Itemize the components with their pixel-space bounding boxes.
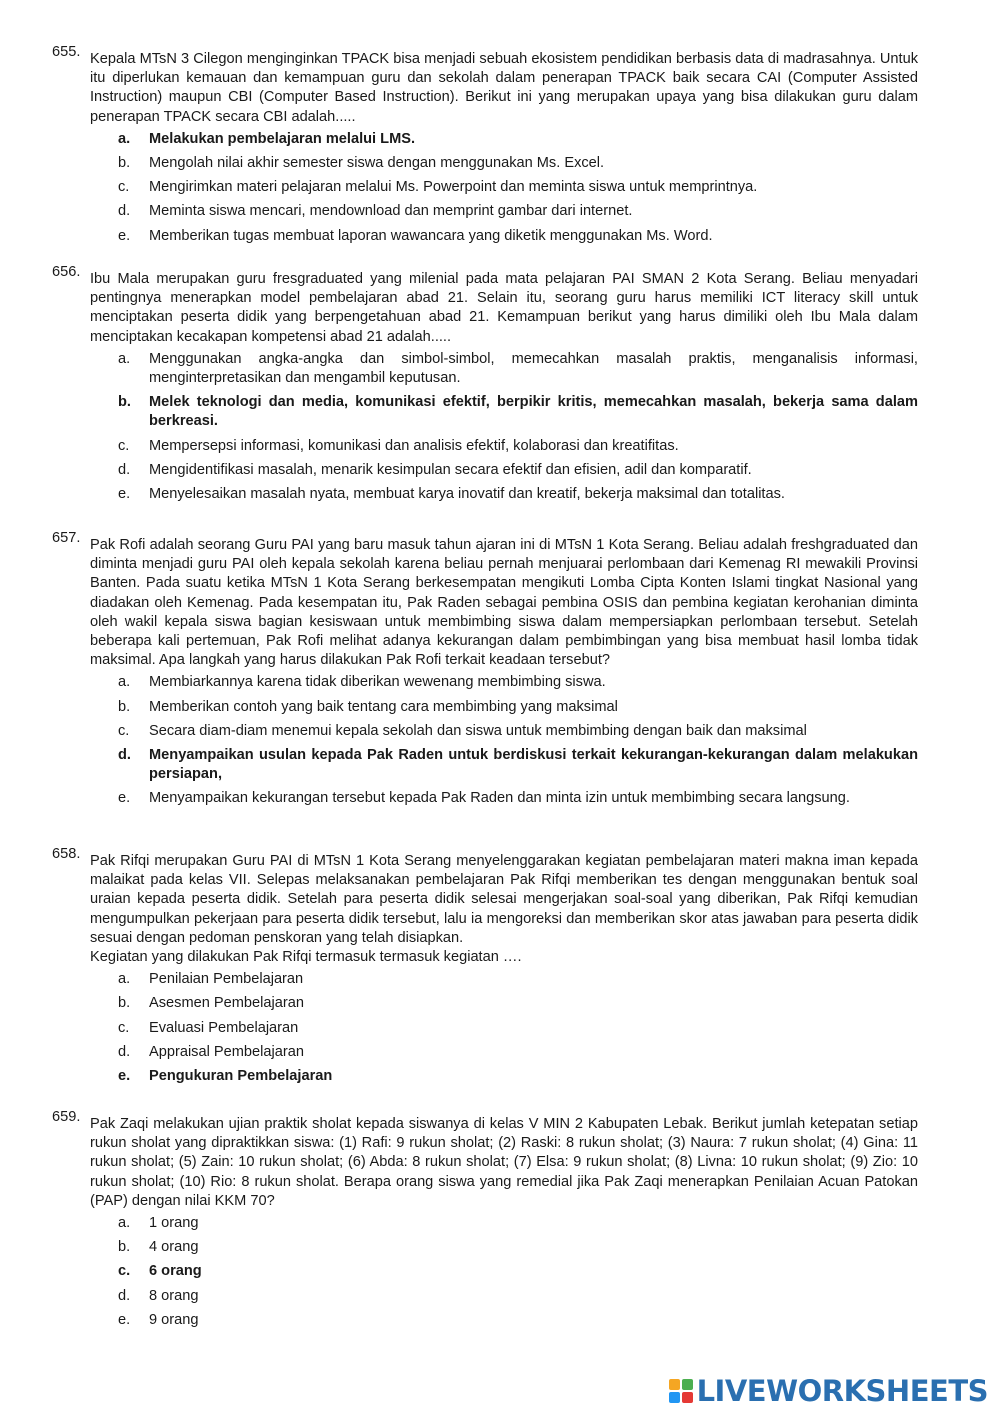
option-text: 9 orang bbox=[149, 1311, 199, 1328]
question-number: 659. bbox=[52, 1109, 81, 1125]
option-letter: e. bbox=[118, 1068, 131, 1085]
option-letter: c. bbox=[118, 179, 130, 196]
option-text: Mengirimkan materi pelajaran melalui Ms. Powerpoint dan meminta siswa untuk memprintnya. bbox=[149, 179, 758, 196]
option-letter: b. bbox=[118, 394, 131, 411]
answer-option[interactable] bbox=[118, 1262, 918, 1281]
logo-square bbox=[682, 1379, 693, 1390]
question-659 bbox=[52, 1109, 918, 1335]
option-text: Pengukuran Pembelajaran bbox=[149, 1068, 333, 1085]
answer-option[interactable] bbox=[118, 154, 918, 173]
option-letter: b. bbox=[118, 1239, 131, 1256]
option-text: Memberikan tugas membuat laporan wawancara yang diketik menggunakan Ms. Word. bbox=[149, 227, 713, 244]
option-text: Asesmen Pembelajaran bbox=[149, 995, 304, 1012]
stem-paragraph: Ibu Mala merupakan guru fresgraduated yang milenial pada mata pelajaran PAI SMAN 2 Kota Serang. Beliau menyadari pentingnya menerapkan model pembelajaran abad 21. Selain itu, seorang guru harus memiliki ICT literacy skill untuk menciptakan peserta didik yang berpengetahuan abad 21. Kemampuan berikut yang harus dimiliki oleh Ibu Mala dalam menciptakan kecakapan kompetensi abad 21 adalah..... bbox=[90, 271, 918, 345]
question-number: 655. bbox=[52, 44, 81, 60]
option-text: Menyelesaikan masalah nyata, membuat karya inovatif dan kreatif, bekerja maksimal dan totalitas. bbox=[149, 486, 785, 503]
answer-option[interactable] bbox=[118, 461, 918, 480]
logo-grid-icon bbox=[669, 1379, 693, 1403]
stem-paragraph: Pak Rofi adalah seorang Guru PAI yang baru masuk tahun ajaran ini di MTsN 1 Kota Serang. Beliau adalah freshgraduated dan diminta menjadi guru PAI oleh kepala sekolah karena beliau pernah menjuarai perlombaan dari Kemenag RI mewakili Provinsi Banten. Pada suatu ketika MTsN 1 Kota Serang berkesempatan mengikuti Lomba Cipta Konten Islami tingkat Nasional yang diadakan oleh Kemenag. Pada kesempatan itu, Pak Raden sebagai pembina OSIS dan pembina kegiatan kerohanian diminta oleh wakil kepala siswa bagian kesiswaan untuk membimbing siswa dalam mempersiapkan perlombaan tersebut. Setelah beberapa kali pertemuan, Pak Rofi melihat adanya kekurangan dalam pembimbingan yang bisa membuat hasil lomba tidak maksimal. Apa langkah yang harus dilakukan Pak Rofi terkait keadaan tersebut? bbox=[90, 537, 918, 669]
answer-option[interactable] bbox=[118, 1238, 918, 1257]
option-text: Secara diam-diam menemui kepala sekolah dan siswa untuk membimbing dengan baik dan maksimal bbox=[149, 722, 807, 739]
answer-option[interactable] bbox=[118, 970, 918, 989]
answer-option[interactable] bbox=[118, 393, 918, 431]
option-letter: d. bbox=[118, 747, 131, 764]
option-text: 6 orang bbox=[149, 1263, 202, 1280]
option-text: Appraisal Pembelajaran bbox=[149, 1043, 304, 1060]
option-letter: b. bbox=[118, 155, 131, 172]
option-letter: c. bbox=[118, 1263, 131, 1280]
question-stem bbox=[90, 270, 918, 347]
option-text: Memberikan contoh yang baik tentang cara membimbing yang maksimal bbox=[149, 698, 618, 715]
answer-option[interactable] bbox=[118, 789, 918, 808]
option-letter: a. bbox=[118, 971, 131, 988]
question-stem bbox=[90, 536, 918, 670]
answer-option[interactable] bbox=[118, 994, 918, 1013]
answer-option[interactable] bbox=[118, 485, 918, 504]
stem-paragraph: Pak Zaqi melakukan ujian praktik sholat kepada siswanya di kelas V MIN 2 Kabupaten Lebak. Berikut jumlah ketepatan setiap rukun sholat yang dipraktikkan siswa: (1) Rafi: 9 rukun sholat; (2) Raski: 8 rukun sholat; (3) Naura: 7 rukun sholat; (4) Gina: 11 rukun sholat; (5) Zain: 10 rukun sholat; (6) Abda: 8 rukun sholat; (7) Elsa: 9 rukun sholat; (8) Livna: 10 rukun sholat; (9) Zio: 10 rukun sholat; (10) Rio: 8 rukun sholat. Berapa orang siswa yang remedial jika Pak Zaqi menerapkan Penilaian Acuan Patokan (PAP) dengan nilai KKM 70? bbox=[90, 1116, 918, 1209]
answer-option[interactable] bbox=[118, 350, 918, 388]
option-text: Melek teknologi dan media, komunikasi efektif, berpikir kritis, memecahkan masalah, bekerja sama dalam berkreasi. bbox=[149, 394, 918, 430]
answer-option[interactable] bbox=[118, 1311, 918, 1330]
option-text: Melakukan pembelajaran melalui LMS. bbox=[149, 130, 416, 147]
stem-paragraph: Pak Rifqi merupakan Guru PAI di MTsN 1 Kota Serang menyelenggarakan kegiatan pembelajaran materi makna iman kepada malaikat pada kelas VII. Selepas melaksanakan pembelajaran Pak Rifqi memberikan tes dengan menggunakan bentuk soal uraian kepada peserta didik. Setelah para peserta didik selesai mengerjakan soal-soal yang diberikan, Pak Rifqi kemudian mengumpulkan pekerjaan para peserta didik tersebut, lalu ia mengoreksi dan memberikan skor atas jawaban para peserta didik sesuai dengan pedoman penskoran yang telah disiapkan. bbox=[90, 853, 918, 946]
option-letter: c. bbox=[118, 1019, 130, 1036]
logo-square bbox=[669, 1392, 680, 1403]
question-stem bbox=[90, 1115, 918, 1211]
option-letter: d. bbox=[118, 1043, 131, 1060]
question-number: 658. bbox=[52, 846, 81, 862]
option-letter: e. bbox=[118, 1311, 131, 1328]
option-letter: a. bbox=[118, 350, 131, 367]
answer-option[interactable] bbox=[118, 1287, 918, 1306]
option-text: 1 orang bbox=[149, 1215, 199, 1232]
option-text: Menyampaikan usulan kepada Pak Raden untuk berdiskusi terkait kekurangan-kekurangan dalam melakukan persiapan, bbox=[149, 747, 918, 783]
option-list bbox=[118, 970, 918, 1086]
option-list bbox=[118, 350, 918, 504]
option-text: Mempersepsi informasi, komunikasi dan analisis efektif, kolaborasi dan kreatifitas. bbox=[149, 437, 679, 454]
question-stem bbox=[90, 852, 918, 967]
brand-name: LIVEWORKSHEETS bbox=[696, 1374, 988, 1408]
option-letter: d. bbox=[118, 461, 131, 478]
answer-option[interactable] bbox=[118, 698, 918, 717]
question-658 bbox=[52, 846, 918, 1091]
option-text: Mengidentifikasi masalah, menarik kesimpulan secara efektif dan efisien, adil dan komparatif. bbox=[149, 461, 752, 478]
answer-option[interactable] bbox=[118, 673, 918, 692]
question-number: 656. bbox=[52, 264, 81, 280]
option-letter: e. bbox=[118, 790, 131, 807]
option-text: Penilaian Pembelajaran bbox=[149, 971, 304, 988]
answer-option[interactable] bbox=[118, 130, 918, 149]
answer-option[interactable] bbox=[118, 1067, 918, 1086]
question-number: 657. bbox=[52, 530, 81, 546]
option-text: 8 orang bbox=[149, 1287, 199, 1304]
stem-paragraph: Kegiatan yang dilakukan Pak Rifqi termasuk termasuk kegiatan …. bbox=[90, 949, 522, 966]
question-656 bbox=[52, 264, 918, 509]
option-letter: a. bbox=[118, 674, 131, 691]
logo-square bbox=[669, 1379, 680, 1390]
question-stem bbox=[90, 50, 918, 127]
answer-option[interactable] bbox=[118, 437, 918, 456]
liveworksheets-logo bbox=[669, 1374, 988, 1408]
option-letter: e. bbox=[118, 227, 131, 244]
option-list bbox=[118, 673, 918, 808]
option-text: Mengolah nilai akhir semester siswa dengan menggunakan Ms. Excel. bbox=[149, 155, 605, 172]
option-letter: c. bbox=[118, 722, 130, 739]
answer-option[interactable] bbox=[118, 1043, 918, 1062]
option-text: Menggunakan angka-angka dan simbol-simbol, memecahkan masalah praktis, menganalisis informasi, menginterpretasikan dan mengambil keputusan. bbox=[149, 350, 918, 387]
answer-option[interactable] bbox=[118, 202, 918, 221]
option-text: 4 orang bbox=[149, 1239, 199, 1256]
answer-option[interactable] bbox=[118, 227, 918, 246]
stem-paragraph: Kepala MTsN 3 Cilegon menginginkan TPACK bisa menjadi sebuah ekosistem pendidikan berbasis data di madrasahnya. Untuk itu diperlukan kemauan dan kemampuan guru dan sekolah dalam penerapan TPACK baik secara CAI (Computer Assisted Instruction) maupun CBI (Computer Based Instruction). Berikut ini yang merupakan upaya yang bisa dilakukan guru dalam penerapan TPACK secara CBI adalah..... bbox=[90, 51, 918, 125]
option-letter: b. bbox=[118, 698, 131, 715]
option-letter: b. bbox=[118, 995, 131, 1012]
option-letter: d. bbox=[118, 203, 131, 220]
question-657 bbox=[52, 530, 918, 814]
option-text: Membiarkannya karena tidak diberikan wewenang membimbing siswa. bbox=[149, 674, 606, 691]
question-655 bbox=[52, 44, 918, 251]
answer-option[interactable] bbox=[118, 1019, 918, 1038]
option-list bbox=[118, 130, 918, 246]
option-letter: e. bbox=[118, 486, 131, 503]
option-text: Evaluasi Pembelajaran bbox=[149, 1019, 299, 1036]
answer-option[interactable] bbox=[118, 746, 918, 784]
option-text: Meminta siswa mencari, mendownload dan memprint gambar dari internet. bbox=[149, 203, 633, 220]
option-text: Menyampaikan kekurangan tersebut kepada Pak Raden dan minta izin untuk membimbing secara langsung. bbox=[149, 790, 850, 807]
option-letter: a. bbox=[118, 1215, 131, 1232]
answer-option[interactable] bbox=[118, 1214, 918, 1233]
answer-option[interactable] bbox=[118, 178, 918, 197]
option-letter: a. bbox=[118, 130, 131, 147]
logo-square bbox=[682, 1392, 693, 1403]
option-letter: d. bbox=[118, 1287, 131, 1304]
answer-option[interactable] bbox=[118, 722, 918, 741]
option-list bbox=[118, 1214, 918, 1330]
option-letter: c. bbox=[118, 437, 130, 454]
